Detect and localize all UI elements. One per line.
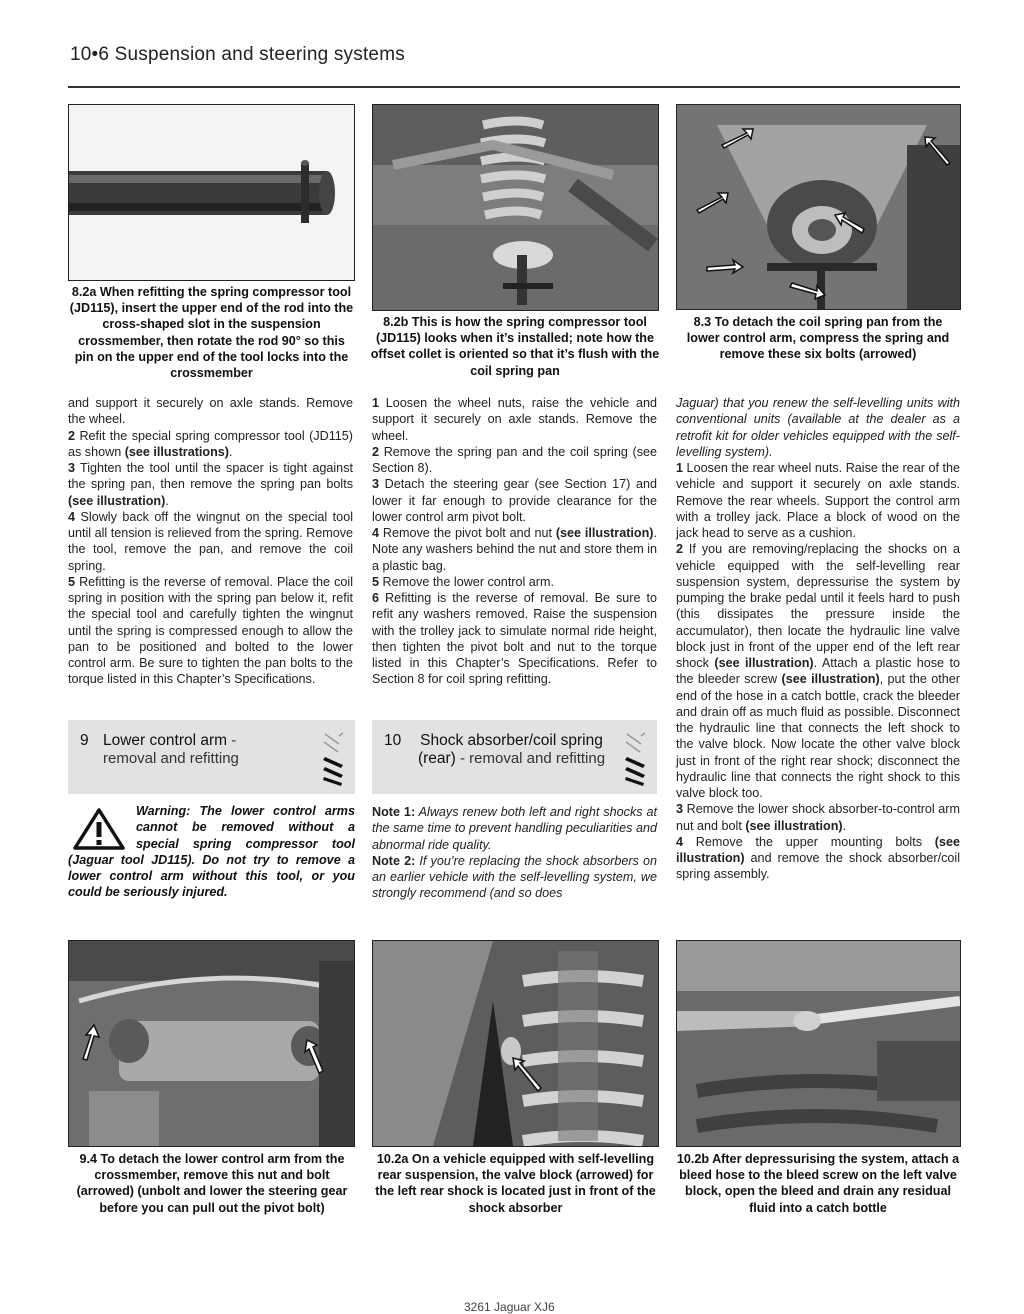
section-number: 10: [384, 732, 402, 749]
spanner-rating-icon: [321, 728, 347, 786]
warning-text: Warning: The lower control arms cannot be removed without a special spring compressor tool (Jaguar tool JD115). Do not try to remove a lower control arm without this tool, or you could be seriously injured.: [68, 804, 355, 900]
section-9-heading: 9 Lower control arm - removal and refitting: [68, 720, 355, 794]
section-10-heading: 10 Shock absorber/coil spring (rear) - removal and refitting: [372, 720, 657, 794]
header-rule: [68, 86, 960, 88]
spanner-rating-icon: [623, 728, 649, 786]
photo-10-2a: [372, 940, 659, 1147]
photo-9-4: [68, 940, 355, 1147]
section-subtitle: removal and refitting: [103, 750, 239, 767]
page-footer: 3261 Jaguar XJ6: [464, 1300, 555, 1314]
notes-text: Note 1: Always renew both left and right shocks at the same time to prevent handling peculiarities and abnormal ride quality. Note 2: If you’re replacing the shock absorbers on an earlier vehicle with the self-levelling system, we strongly recommend (and so does: [372, 805, 657, 901]
section-title: Lower control arm: [103, 732, 228, 749]
section-title: Shock absorber/coil spring: [420, 732, 603, 749]
caption-10-2a: 10.2a On a vehicle equipped with self-levelling rear suspension, the valve block (arrowed) for the left rear shock is located just in front of the shock absorber: [375, 1152, 656, 1215]
caption-8-2b: 8.2b This is how the spring compressor tool (JD115) looks when it’s installed; note how the offset collet is oriented so that it’s flush with the coil spring pan: [370, 315, 660, 378]
column-2-text: 1 Loosen the wheel nuts, raise the vehicle and support it securely on axle stands. Remove the wheel. 2 Remove the spring pan and the coil spring (see Section 8). 3 Detach the steering gear (see Section 17) and lower it far enough to provide clearance for the lower control arm pivot bolt. 4 Remove the pivot bolt and nut (see illustration). Note any washers behind the nut and store them in a plastic bag. 5 Remove the lower control arm. 6 Refitting is the reverse of removal. Be sure to refit any washers removed. Raise the suspension with the trolley jack to simulate normal ride height, then tighten the pivot bolt and nut to the torque listed in this Chapter’s Specifications. Refer to Section 8 for coil spring refitting.: [372, 396, 657, 687]
caption-9-4: 9.4 To detach the lower control arm from the crossmember, remove this nut and bolt (arrowed) (unbolt and lower the steering gear before you can pull out the pivot bolt): [76, 1152, 348, 1215]
caption-10-2b: 10.2b After depressurising the system, attach a bleed hose to the bleed screw on the left valve block, open the bleed and drain any residual fluid into a catch bottle: [676, 1152, 960, 1215]
photo-8-3: [676, 104, 961, 310]
caption-8-3: 8.3 To detach the coil spring pan from the lower control arm, compress the spring and remove these six bolts (arrowed): [686, 315, 950, 362]
column-1-text: and support it securely on axle stands. Remove the wheel. 2 Refit the special spring compressor tool (JD115) as shown (see illustrations). 3 Tighten the tool until the spacer is tight against the spring pan, then remove the spring pan bolts (see illustration). 4 Slowly back off the wingnut on the special tool until all tension is relieved from the spring. Remove the tool, remove the pan, and remove the coil spring. 5 Refitting is the reverse of removal. Place the coil spring in position with the spring pan below it, refit the special tool and carefully tighten the wingnut until the spring is compressed enough to allow the pan to be positioned and bolted to the lower control arm. Be sure to tighten the pan bolts to the torque listed in this Chapter’s Specifications.: [68, 396, 353, 687]
paragraph: and support it securely on axle stands. Remove the wheel.: [68, 396, 353, 427]
photo-8-2a: [68, 104, 355, 281]
page-header: 10•6 Suspension and steering systems: [70, 44, 405, 65]
section-number: 9: [80, 732, 89, 749]
photo-8-2b: [372, 104, 659, 311]
caption-8-2a: 8.2a When refitting the spring compressor tool (JD115), insert the upper end of the rod into the cross-shaped slot in the suspension crossmember, then rotate the rod 90° so this pin on the upper end of the tool locks into the crossmember: [69, 285, 354, 381]
warning-triangle-icon: [72, 807, 126, 851]
column-3-text: Jaguar) that you renew the self-levelling units with conventional units (available at the dealer as a retrofit kit for older vehicles equipped with the self-levelling system). 1 Loosen the rear wheel nuts. Raise the rear of the vehicle and support it securely on axle stands. Remove the rear wheels. Support the control arm with a trolley jack. Place a block of wood on the jack head to serve as a cushion. 2 If you are removing/replacing the shocks on a vehicle equipped with the self-levelling rear suspension system, depressurise the system by pumping the brake pedal until it feels hard to push (this dissipates the pressure inside the accumulator), then locate the hydraulic line valve block just in front of the upper end of the left rear shock (see illustration). Attach a plastic hose to the bleeder screw (see illustration), put the other end of the hose in a catch bottle, crack the bleeder and drain off as much fluid as possible. Disconnect the hydraulic line that connects the left shock to the valve block. Now locate the other valve block just in front of the right rear shock; disconnect the hydraulic line that connects the right shock to this valve block too. 3 Remove the lower shock absorber-to-control arm nut and bolt (see illustration). 4 Remove the upper mounting bolts (see illustration) and remove the shock absorber/coil spring assembly.: [676, 396, 960, 882]
photo-10-2b: [676, 940, 961, 1147]
section-subtitle: - removal and refitting: [455, 750, 606, 767]
